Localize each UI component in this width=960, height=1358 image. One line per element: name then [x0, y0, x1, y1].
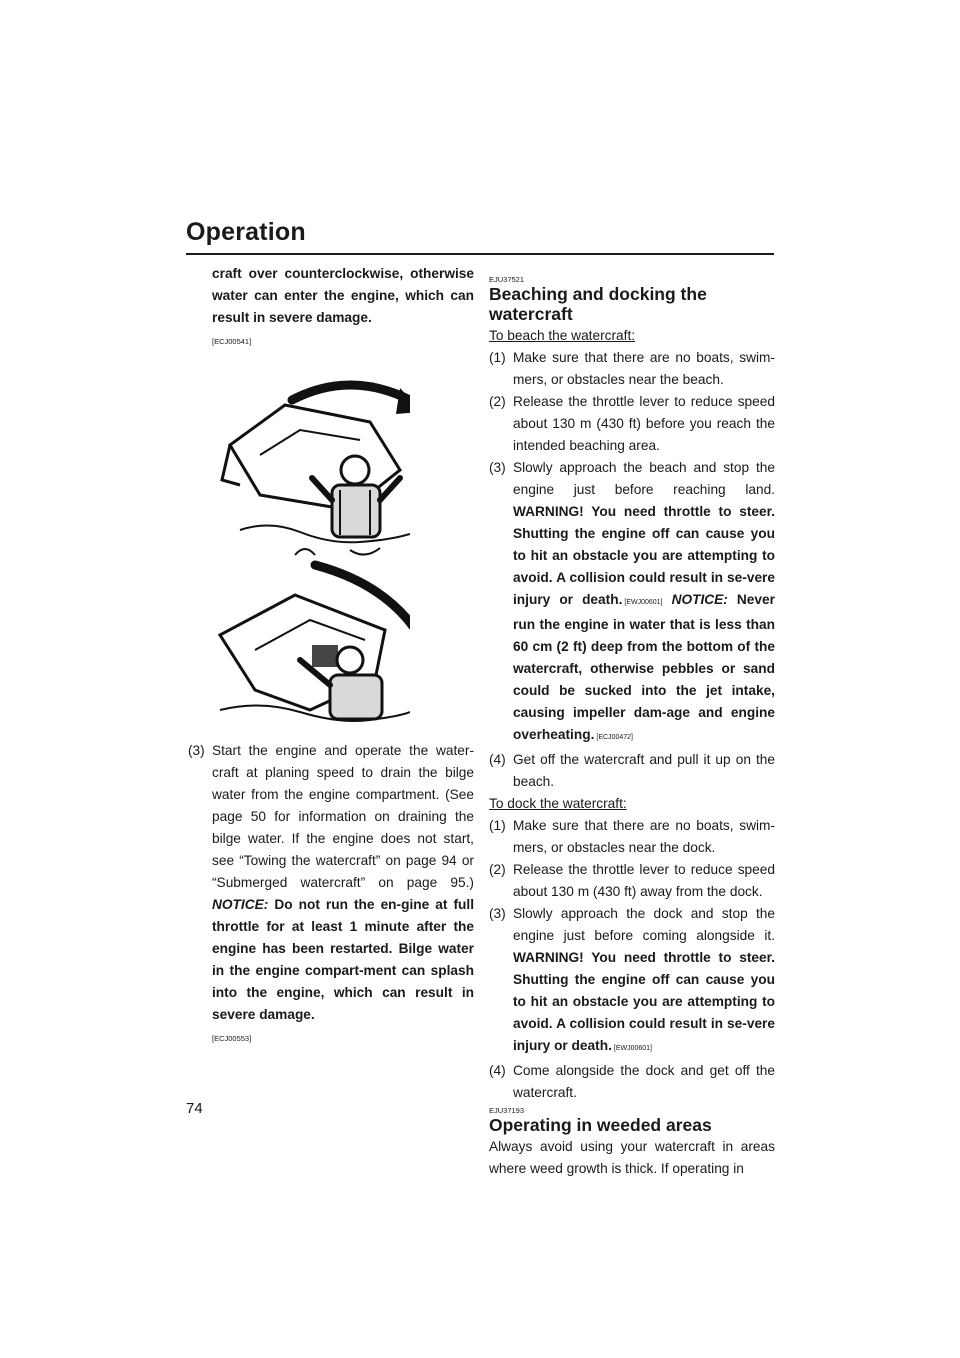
notice-code: [ECJ00472] [596, 734, 633, 741]
step-text: Release the throttle lever to reduce speed about 130 m (430 ft) before you reach the intended beaching area. [513, 394, 775, 453]
step-text: Start the engine and operate the water-craft at planing speed to drain the bilge water from the engine compartment. (See page 50 for information on draining the bilge water. If the engine does not start, see “Towing the watercraft” on page 94 or “Submerged watercraft” on page 95.) [212, 743, 474, 890]
step-number: (1) [489, 818, 506, 833]
beach-step-4 [489, 749, 775, 793]
step-number: (2) [489, 394, 506, 409]
dock-step-3 [489, 903, 775, 1060]
notice-text: Never run the engine in water that is less than 60 cm (2 ft) deep from the bottom of the watercraft, otherwise pebbles or sand could be sucked into the jet intake, causing impeller dam-age and engine overheating. [513, 592, 775, 742]
section-code: EJU37521 [489, 275, 525, 284]
beach-heading: To beach the watercraft: [489, 328, 636, 343]
step-text: Release the throttle lever to reduce speed about 130 m (430 ft) away from the dock. [513, 862, 775, 899]
page-title: Operation [186, 218, 306, 246]
dock-step-2 [489, 859, 775, 903]
dock-step-1 [489, 815, 775, 859]
right-column [489, 263, 775, 1180]
notice-label: NOTICE: [671, 592, 728, 607]
warning-text: WARNING! You need throttle to steer. Shutting the engine off can cause you to hit an obstacle you are attempting to avoid. A collision could result in se-vere injury or death. [513, 950, 775, 1053]
page-number: 74 [186, 1100, 203, 1117]
step-number: (4) [489, 752, 506, 767]
step-text: Get off the watercraft and pull it up on the beach. [513, 752, 775, 789]
step-text: Make sure that there are no boats, swim-mers, or obstacles near the dock. [513, 818, 775, 855]
warning-code: [EWJ00601] [613, 1045, 653, 1052]
section-title-weeded: Operating in weeded areas [489, 1115, 712, 1135]
step-3-drain-bilge [188, 740, 474, 1026]
weeded-text: Always avoid using your watercraft in areas where weed growth is thick. If operating in [489, 1139, 775, 1176]
notice-label: NOTICE: [212, 897, 269, 912]
step-text: Slowly approach the beach and stop the engine just before reaching land. [513, 460, 775, 497]
section-code: EJU37193 [489, 1106, 525, 1115]
step-text: Slowly approach the dock and stop the engine just before coming alongside it. [513, 906, 775, 943]
section-title-beaching: Beaching and docking the watercraft [489, 284, 707, 324]
warning-code: [ECJ00541] [212, 337, 252, 346]
notice-code: [ECJ00553] [212, 1034, 252, 1043]
warning-code: [EWJ00601] [624, 599, 663, 606]
notice-text: Do not run the en-gine at full throttle for at least 1 minute after the engine has been restarted. Bilge water in the engine compart-ment can splash into the engine, which can result in severe damage. [212, 897, 474, 1022]
step-number: (3) [188, 743, 205, 758]
step-text: Make sure that there are no boats, swim-mers, or obstacles near the beach. [513, 350, 775, 387]
capsize-illustration [200, 360, 410, 730]
beach-step-1 [489, 347, 775, 391]
step-number: (3) [489, 906, 506, 921]
left-column [188, 263, 474, 1043]
warning-text: WARNING! You need throttle to steer. Shutting the engine off can cause you to hit an obstacle you are attempting to avoid. A collision could result in se-vere injury or death. [513, 504, 775, 607]
dock-heading: To dock the watercraft: [489, 796, 627, 811]
dock-step-4 [489, 1060, 775, 1104]
header-rule [186, 253, 774, 255]
step-number: (2) [489, 862, 506, 877]
continued-warning: craft over counterclockwise, otherwise water can enter the engine, which can result in severe damage. [212, 266, 474, 325]
beach-step-2 [489, 391, 775, 457]
beach-step-3 [489, 457, 775, 749]
step-text: Come alongside the dock and get off the watercraft. [513, 1063, 775, 1100]
step-number: (4) [489, 1063, 506, 1078]
step-number: (3) [489, 460, 506, 475]
step-number: (1) [489, 350, 506, 365]
